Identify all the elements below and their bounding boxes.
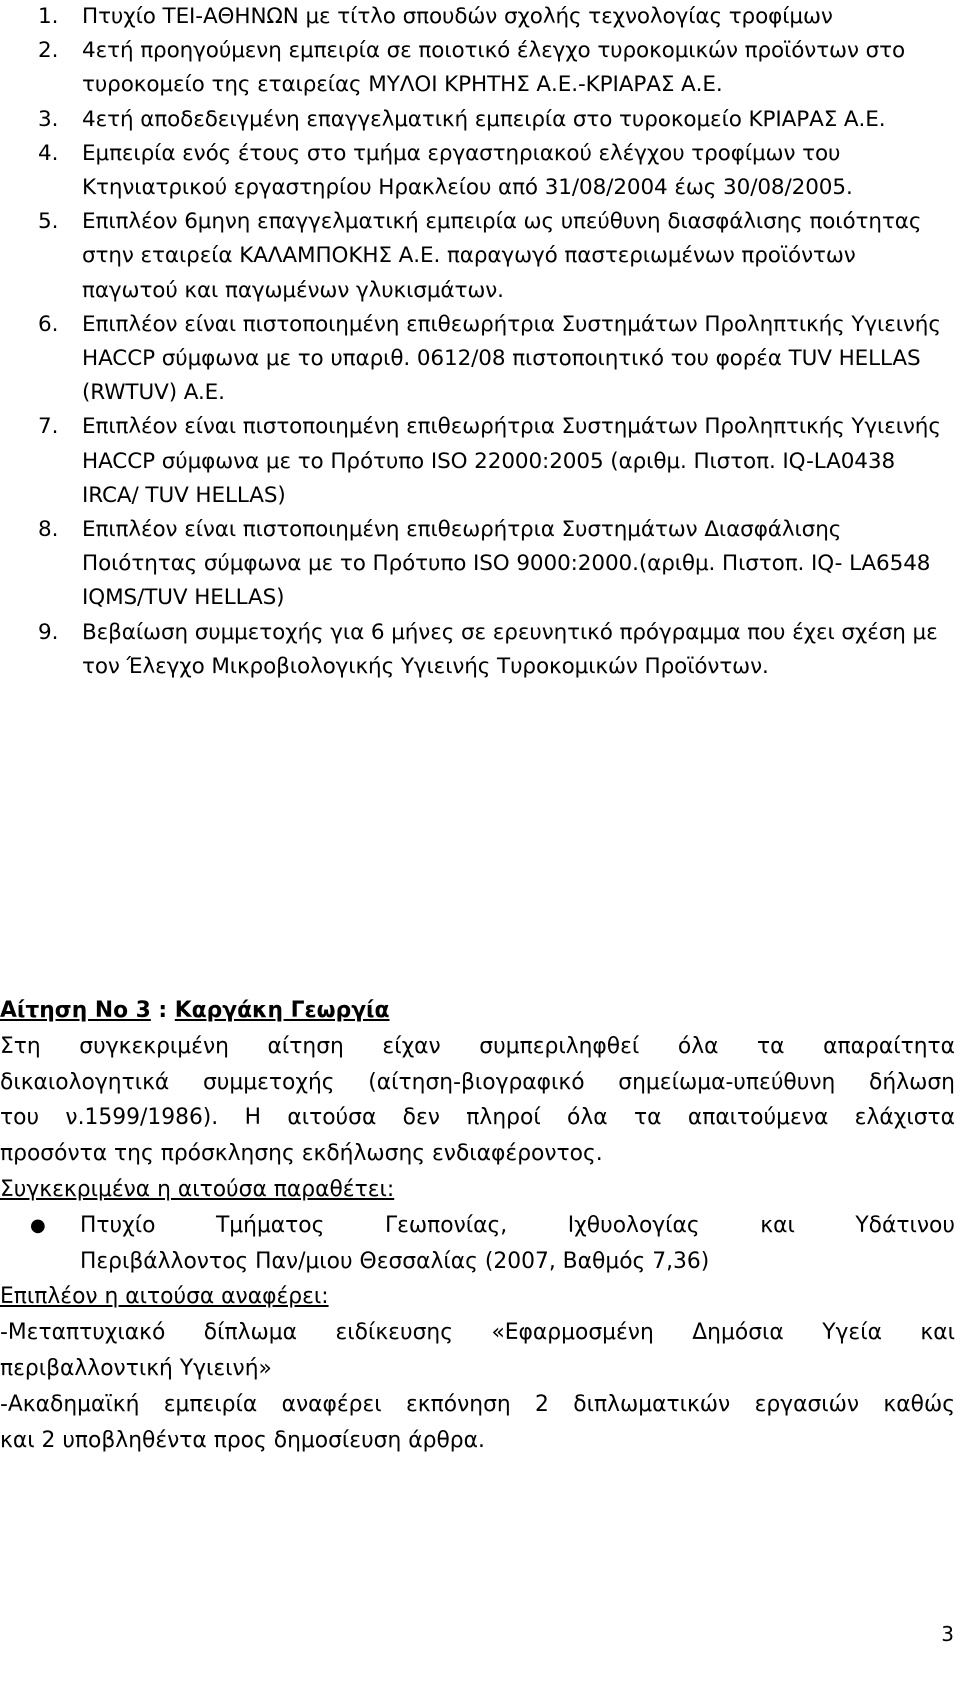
- list-item-number: 6.: [38, 311, 59, 337]
- list-item-text: Βεβαίωση συμμετοχής για 6 μήνες σε ερευνητικό πρόγραμμα που έχει σχέση με τον Έλεγχο Μικροβιολογικής Υγιεινής Τυροκομικών Προϊόντων.: [82, 619, 938, 679]
- bullet-line: Πτυχίο Τμήματος Γεωπονίας, Ιχθυολογίας και Υδάτινου: [80, 1212, 955, 1238]
- list-item: [38, 0, 950, 34]
- also-label: Επιπλέον η αιτούσα αναφέρει:: [0, 1284, 329, 1310]
- paragraph-line: Στη συγκεκριμένη αίτηση είχαν συμπεριληφθεί όλα τα απαραίτητα: [0, 1033, 955, 1059]
- application-section: [0, 993, 955, 1458]
- paragraph-line: δικαιολογητικά συμμετοχής (αίτηση-βιογραφικό σημείωμα-υπεύθυνη δήλωση: [0, 1069, 955, 1095]
- list-item-number: 1.: [38, 4, 59, 29]
- applicant-name: Καργάκη Γεωργία: [174, 998, 390, 1023]
- list-item-number: 8.: [38, 517, 59, 543]
- list-item-number: 3.: [38, 106, 59, 132]
- list-item: [38, 137, 950, 205]
- list-item: [38, 410, 950, 513]
- list-item-text: Επιπλέον είναι πιστοποιημένη επιθεωρήτρια Συστημάτων Διασφάλισης Ποιότητας σύμφωνα με το Πρότυπο ISO 9000:2000.(αριθμ. Πιστοπ. IQ- LA6548 IQMS/TUV HELLAS): [82, 517, 931, 611]
- list-item-number: 4.: [38, 140, 59, 166]
- list-item-text: Επιπλέον είναι πιστοποιημένη επιθεωρήτρια Συστημάτων Προληπτικής Υγιεινής HACCP σύμφωνα με το Πρότυπο ISO 22000:2005 (αριθμ. Πιστοπ. IQ-LA0438 IRCA/ TUV HELLAS): [82, 414, 941, 508]
- list-item: [38, 616, 950, 684]
- list-item-number: 2.: [38, 38, 59, 64]
- list-item: [38, 513, 950, 616]
- section-heading: [0, 993, 955, 1029]
- paragraph-line: προσόντα της πρόσκλησης εκδήλωσης ενδιαφέροντος.: [0, 1141, 603, 1167]
- list-item-text: Επιπλέον είναι πιστοποιημένη επιθεωρήτρια Συστημάτων Προληπτικής Υγιεινής HACCP σύμφωνα με το υπαριθ. 0612/08 πιστοποιητικό του φορέα TUV HELLAS (RWTUV) A.E.: [82, 311, 941, 406]
- list-item-number: 7.: [38, 414, 59, 440]
- paragraph-line: -Μεταπτυχιακό δίπλωμα ειδίκευσης «Εφαρμοσμένη Δημόσια Υγεία και: [0, 1320, 955, 1346]
- list-item-number: 5.: [38, 209, 59, 235]
- list-item: [38, 103, 950, 137]
- list-item-text: Επιπλέον 6μηνη επαγγελματική εμπειρία ως υπεύθυνη διασφάλισης ποιότητας στην εταιρεία ΚΑΛΑΜΠΟΚΗΣ Α.Ε. παραγωγό παστεριωμένων προϊόντων παγωτού και παγωμένων γλυκισμάτων.: [82, 209, 922, 303]
- heading-title: Αίτηση Νο 3: [0, 998, 151, 1023]
- list-item: [38, 308, 950, 411]
- qualifications-list: [38, 0, 950, 684]
- paragraph-line: περιβαλλοντική Υγιεινή»: [0, 1355, 272, 1381]
- paragraph-line: -Ακαδημαϊκή εμπειρία αναφέρει εκπόνηση 2 διπλωματικών εργασιών καθώς: [0, 1391, 955, 1417]
- list-item: [38, 34, 950, 102]
- list-item-text: 4ετή προηγούμενη εμπειρία σε ποιοτικό έλεγχο τυροκομικών προϊόντων στο τυροκομείο της εταιρείας ΜΥΛΟΙ ΚΡΗΤΗΣ Α.Ε.-ΚΡΙΑΡΑΣ Α.Ε.: [82, 38, 906, 98]
- paragraph-line: και 2 υποβληθέντα προς δημοσίευση άρθρα.: [0, 1427, 485, 1453]
- bullet-icon: ●: [30, 1214, 46, 1236]
- page-number: 3: [941, 1622, 954, 1646]
- bullet-item: [0, 1208, 955, 1280]
- paragraph-line: του ν.1599/1986). Η αιτούσα δεν πληροί όλα τα απαιτούμενα ελάχιστα: [0, 1105, 955, 1131]
- heading-separator: :: [150, 998, 175, 1023]
- list-item-text: Εμπειρία ενός έτους στο τμήμα εργαστηριακού ελέγχου τροφίμων του Κτηνιατρικού εργαστηρίου Ηρακλείου από 31/08/2004 έως 30/08/2005.: [82, 140, 853, 201]
- list-item-text: 4ετή αποδεδειγμένη επαγγελματική εμπειρία στο τυροκομείο ΚΡΙΑΡΑΣ Α.Ε.: [82, 106, 886, 132]
- list-item: [38, 205, 950, 308]
- bullet-line: Περιβάλλοντος Παν/μιου Θεσσαλίας (2007, Βαθμός 7,36): [80, 1248, 710, 1274]
- provides-label: Συγκεκριμένα η αιτούσα παραθέτει:: [0, 1176, 395, 1202]
- list-item-text: Πτυχίο ΤΕΙ-ΑΘΗΝΩΝ με τίτλο σπουδών σχολής τεχνολογίας τροφίμων: [82, 4, 833, 29]
- list-item-number: 9.: [38, 619, 59, 645]
